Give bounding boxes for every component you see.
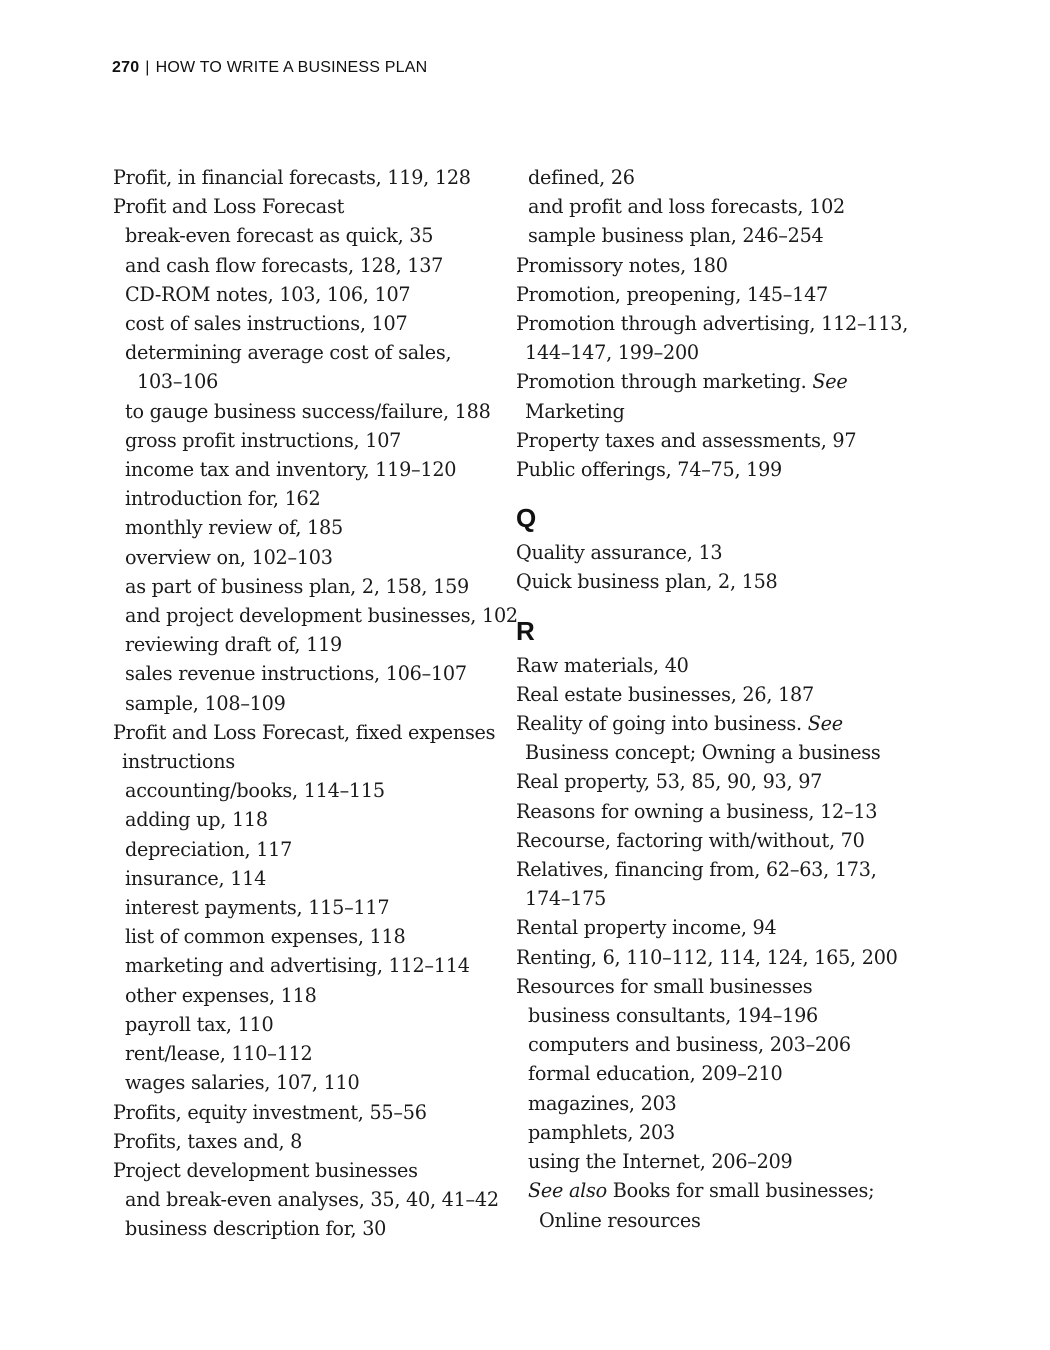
index-subentry: using the Internet, 206–209 (528, 1150, 793, 1174)
index-subentry: as part of business plan, 2, 158, 159 (125, 574, 469, 598)
index-entry: Profit and Loss Forecast, fixed expenses (113, 720, 496, 744)
index-subentry: monthly review of, 185 (125, 516, 343, 540)
index-subentry: determining average cost of sales, (125, 341, 452, 365)
see-reference: See (812, 370, 848, 394)
index-entry-continuation: 144–147, 199–200 (525, 341, 699, 365)
index-entry: Project development businesses (113, 1158, 418, 1182)
index-entry: Real property, 53, 85, 90, 93, 97 (516, 770, 823, 794)
index-entry: Promissory notes, 180 (516, 253, 728, 277)
index-entry: Quick business plan, 2, 158 (516, 570, 778, 594)
index-column-right (516, 163, 916, 1235)
see-also-reference: See also (528, 1179, 607, 1203)
section-letter-q: Q (516, 503, 536, 534)
index-subentry: and cash flow forecasts, 128, 137 (125, 253, 444, 277)
index-subentry: business description for, 30 (125, 1217, 387, 1241)
index-subentry: computers and business, 203–206 (528, 1033, 851, 1057)
entry-text: Promotion through marketing. (516, 370, 807, 394)
index-entry: Profits, taxes and, 8 (113, 1129, 303, 1153)
index-subentry-continuation: Online resources (539, 1208, 701, 1232)
index-entry-continuation: Business concept; Owning a business (525, 741, 881, 765)
index-subentry: payroll tax, 110 (125, 1012, 274, 1036)
index-entry: Property taxes and assessments, 97 (516, 428, 857, 452)
index-entry: Rental property income, 94 (516, 916, 777, 940)
index-subentry: wages salaries, 107, 110 (125, 1071, 360, 1095)
index-subentry: rent/lease, 110–112 (125, 1042, 313, 1066)
index-subentry-continuation: 103–106 (137, 370, 219, 394)
index-subentry: insurance, 114 (125, 866, 267, 890)
index-subentry: reviewing draft of, 119 (125, 633, 343, 657)
index-entry (516, 709, 916, 738)
index-subentry: pamphlets, 203 (528, 1120, 675, 1144)
index-subentry: marketing and advertising, 112–114 (125, 954, 470, 978)
page-number: 270 (112, 59, 140, 76)
index-subentry: and profit and loss forecasts, 102 (528, 195, 845, 219)
index-entry-continuation: instructions (122, 750, 235, 774)
index-entry: Promotion, preopening, 145–147 (516, 282, 829, 306)
index-subentry: magazines, 203 (528, 1091, 677, 1115)
index-entry-continuation: Marketing (525, 399, 625, 423)
running-head (112, 59, 427, 77)
index-entry: Recourse, factoring with/without, 70 (516, 828, 865, 852)
index-subentry: overview on, 102–103 (125, 545, 333, 569)
index-entry-continuation: 174–175 (525, 887, 607, 911)
index-subentry: and project development businesses, 102 (125, 604, 518, 628)
entry-text: Reality of going into business. (516, 712, 802, 736)
index-entry: Profits, equity investment, 55–56 (113, 1100, 427, 1124)
index-column-left (113, 163, 518, 1244)
index-entry: Real estate businesses, 26, 187 (516, 682, 814, 706)
index-subentry: formal education, 209–210 (528, 1062, 783, 1086)
index-subentry: sample business plan, 246–254 (528, 224, 824, 248)
header-separator: | (145, 59, 150, 76)
book-title: HOW TO WRITE A BUSINESS PLAN (155, 59, 428, 76)
section-letter-r: R (516, 615, 535, 646)
index-subentry (516, 1176, 916, 1205)
index-subentry: gross profit instructions, 107 (125, 428, 402, 452)
see-reference: See (807, 712, 843, 736)
index-subentry: sales revenue instructions, 106–107 (125, 662, 467, 686)
index-entry (516, 367, 916, 396)
index-subentry: income tax and inventory, 119–120 (125, 458, 457, 482)
index-subentry: to gauge business success/failure, 188 (125, 399, 491, 423)
index-subentry: and break-even analyses, 35, 40, 41–42 (125, 1188, 499, 1212)
index-subentry: adding up, 118 (125, 808, 268, 832)
index-subentry: CD-ROM notes, 103, 106, 107 (125, 282, 411, 306)
index-subentry: introduction for, 162 (125, 487, 321, 511)
index-entry: Renting, 6, 110–112, 114, 124, 165, 200 (516, 945, 898, 969)
index-entry: Profit, in financial forecasts, 119, 128 (113, 166, 471, 189)
index-subentry: defined, 26 (528, 166, 635, 189)
index-subentry: interest payments, 115–117 (125, 896, 390, 920)
index-subentry: sample, 108–109 (125, 691, 286, 715)
index-entry: Public offerings, 74–75, 199 (516, 458, 783, 482)
index-entry: Raw materials, 40 (516, 653, 689, 677)
index-subentry: depreciation, 117 (125, 837, 293, 861)
index-entry: Profit and Loss Forecast (113, 195, 345, 219)
index-subentry: accounting/books, 114–115 (125, 779, 385, 803)
index-entry: Relatives, financing from, 62–63, 173, (516, 858, 877, 882)
index-entry: Resources for small businesses (516, 974, 813, 998)
index-entry: Reasons for owning a business, 12–13 (516, 799, 878, 823)
index-subentry: break-even forecast as quick, 35 (125, 224, 434, 248)
index-subentry: cost of sales instructions, 107 (125, 312, 408, 336)
index-entry: Promotion through advertising, 112–113, (516, 312, 909, 336)
index-entry: Quality assurance, 13 (516, 541, 723, 565)
index-subentry: list of common expenses, 118 (125, 925, 406, 949)
index-subentry: other expenses, 118 (125, 983, 317, 1007)
entry-text: Books for small businesses; (612, 1179, 875, 1203)
index-subentry: business consultants, 194–196 (528, 1004, 818, 1028)
